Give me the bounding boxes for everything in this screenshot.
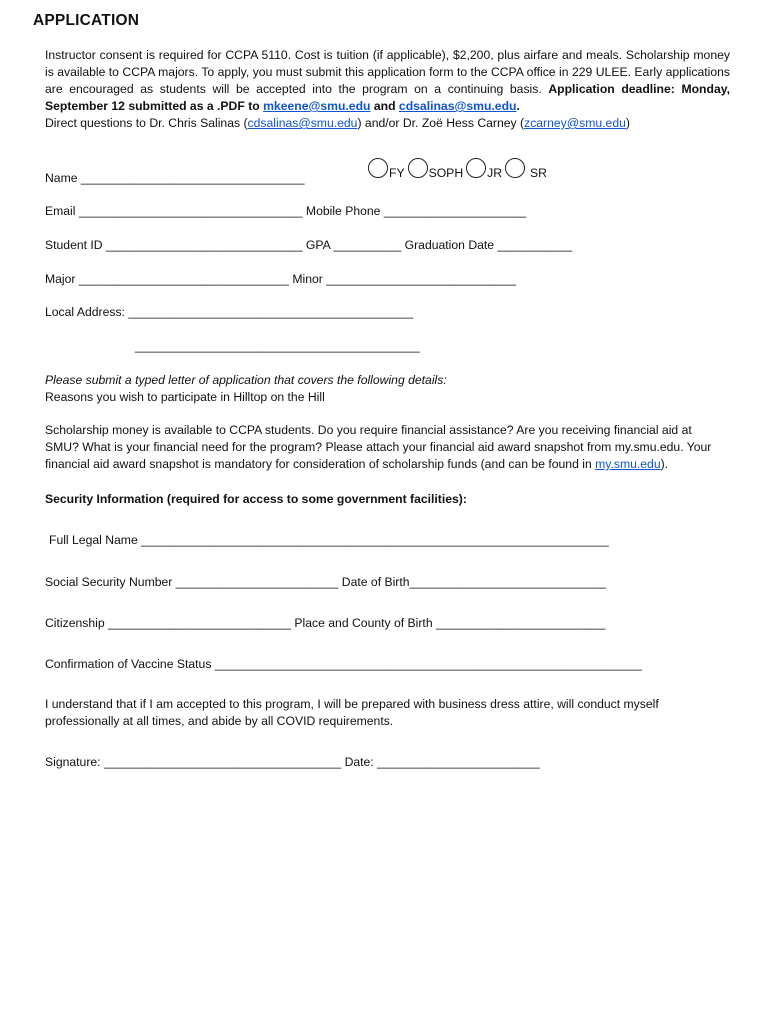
and-text: and [370,99,399,113]
intro-paragraph [45,47,730,115]
intro-text: Instructor consent is required for CCPA 5110. Cost is tuition (if applicable), $2,200, plus airfare and meals. Scholarship money is available to CCPA majors. To apply, you must submit this application form to the CCPA office in 229 ULEE. Early applications are encouraged as students will be accepted into the program on a continuing basis. [45,48,730,96]
questions-email-link-cdsalinas[interactable]: cdsalinas@smu.edu [247,116,358,130]
instructions-line-1: Please submit a typed letter of application that covers the following details: [45,373,447,387]
email-phone-row[interactable]: Email _________________________________ Mobile Phone _____________________ [45,204,527,218]
scholarship-text: Scholarship money is available to CCPA students. Do you require financial assistance? Are you receiving financial aid at SMU? What is your financial need for the program? Please attach your financial aid award snapshot from my.smu.edu. Your financial aid award snapshot is mandatory for consideration of scholarship funds (and can be found in [45,423,712,471]
questions-text-post: ) [625,116,630,130]
class-year-group [368,158,550,178]
questions-text-mid: ) and/or Dr. Zoë Hess Carney ( [357,116,525,130]
year-label-fy: FY [389,166,405,180]
understanding-paragraph: I understand that if I am accepted to this program, I will be prepared with business dress attire, will conduct myself professionally at all times, and abide by all COVID requirements. [45,697,659,728]
intro-section [45,47,730,132]
radio-circle-icon[interactable] [408,158,428,178]
period-text: . [516,99,520,113]
instructions-line-2: Reasons you wish to participate in Hilltop on the Hill [45,390,325,404]
scholarship-end: ). [660,457,669,471]
email-link-cdsalinas[interactable]: cdsalinas@smu.edu [398,99,517,113]
radio-circle-icon[interactable] [505,158,525,178]
local-address-row[interactable]: Local Address: __________________________________________ [45,305,414,319]
major-minor-row[interactable]: Major _______________________________ Minor ____________________________ [45,272,517,286]
year-label-jr: JR [487,166,503,180]
scholarship-paragraph [45,422,720,473]
questions-text-pre: Direct questions to Dr. Chris Salinas ( [45,116,248,130]
questions-email-link-zcarney[interactable]: zcarney@smu.edu [524,116,626,130]
security-heading: Security Information (required for access to some government facilities): [45,492,467,506]
student-id-row[interactable]: Student ID _____________________________ GPA __________ Graduation Date ___________ [45,238,573,252]
radio-circle-icon[interactable] [368,158,388,178]
ssn-dob-row[interactable]: Social Security Number ________________________ Date of Birth_____________________________ [45,575,607,589]
address-line-2[interactable]: __________________________________________ [135,339,420,353]
year-option-jr[interactable] [466,158,505,178]
vaccine-status-field[interactable]: Confirmation of Vaccine Status _______________________________________________________________ [45,657,642,671]
year-option-soph[interactable] [408,158,467,178]
radio-circle-icon[interactable] [466,158,486,178]
instructions-section [45,372,725,406]
scholarship-section [45,422,720,473]
name-field[interactable]: Name _________________________________ [45,171,305,185]
deadline-text: Application deadline: Monday, September 12 submitted as a .PDF to [45,82,730,113]
signature-row[interactable]: Signature: ___________________________________ Date: ________________________ [45,755,540,769]
page-title: APPLICATION [33,12,140,29]
questions-paragraph [45,115,730,132]
year-option-sr[interactable] [505,158,550,178]
full-legal-name-field[interactable]: Full Legal Name _____________________________________________________________________ [49,533,609,547]
my-smu-link[interactable]: my.smu.edu [595,457,661,471]
email-link-mkeene[interactable]: mkeene@smu.edu [263,99,371,113]
year-label-sr: SR [530,166,547,180]
year-label-soph: SOPH [428,166,464,180]
citizenship-row[interactable]: Citizenship ___________________________ Place and County of Birth _________________________ [45,616,606,630]
year-option-fy[interactable] [368,158,408,178]
